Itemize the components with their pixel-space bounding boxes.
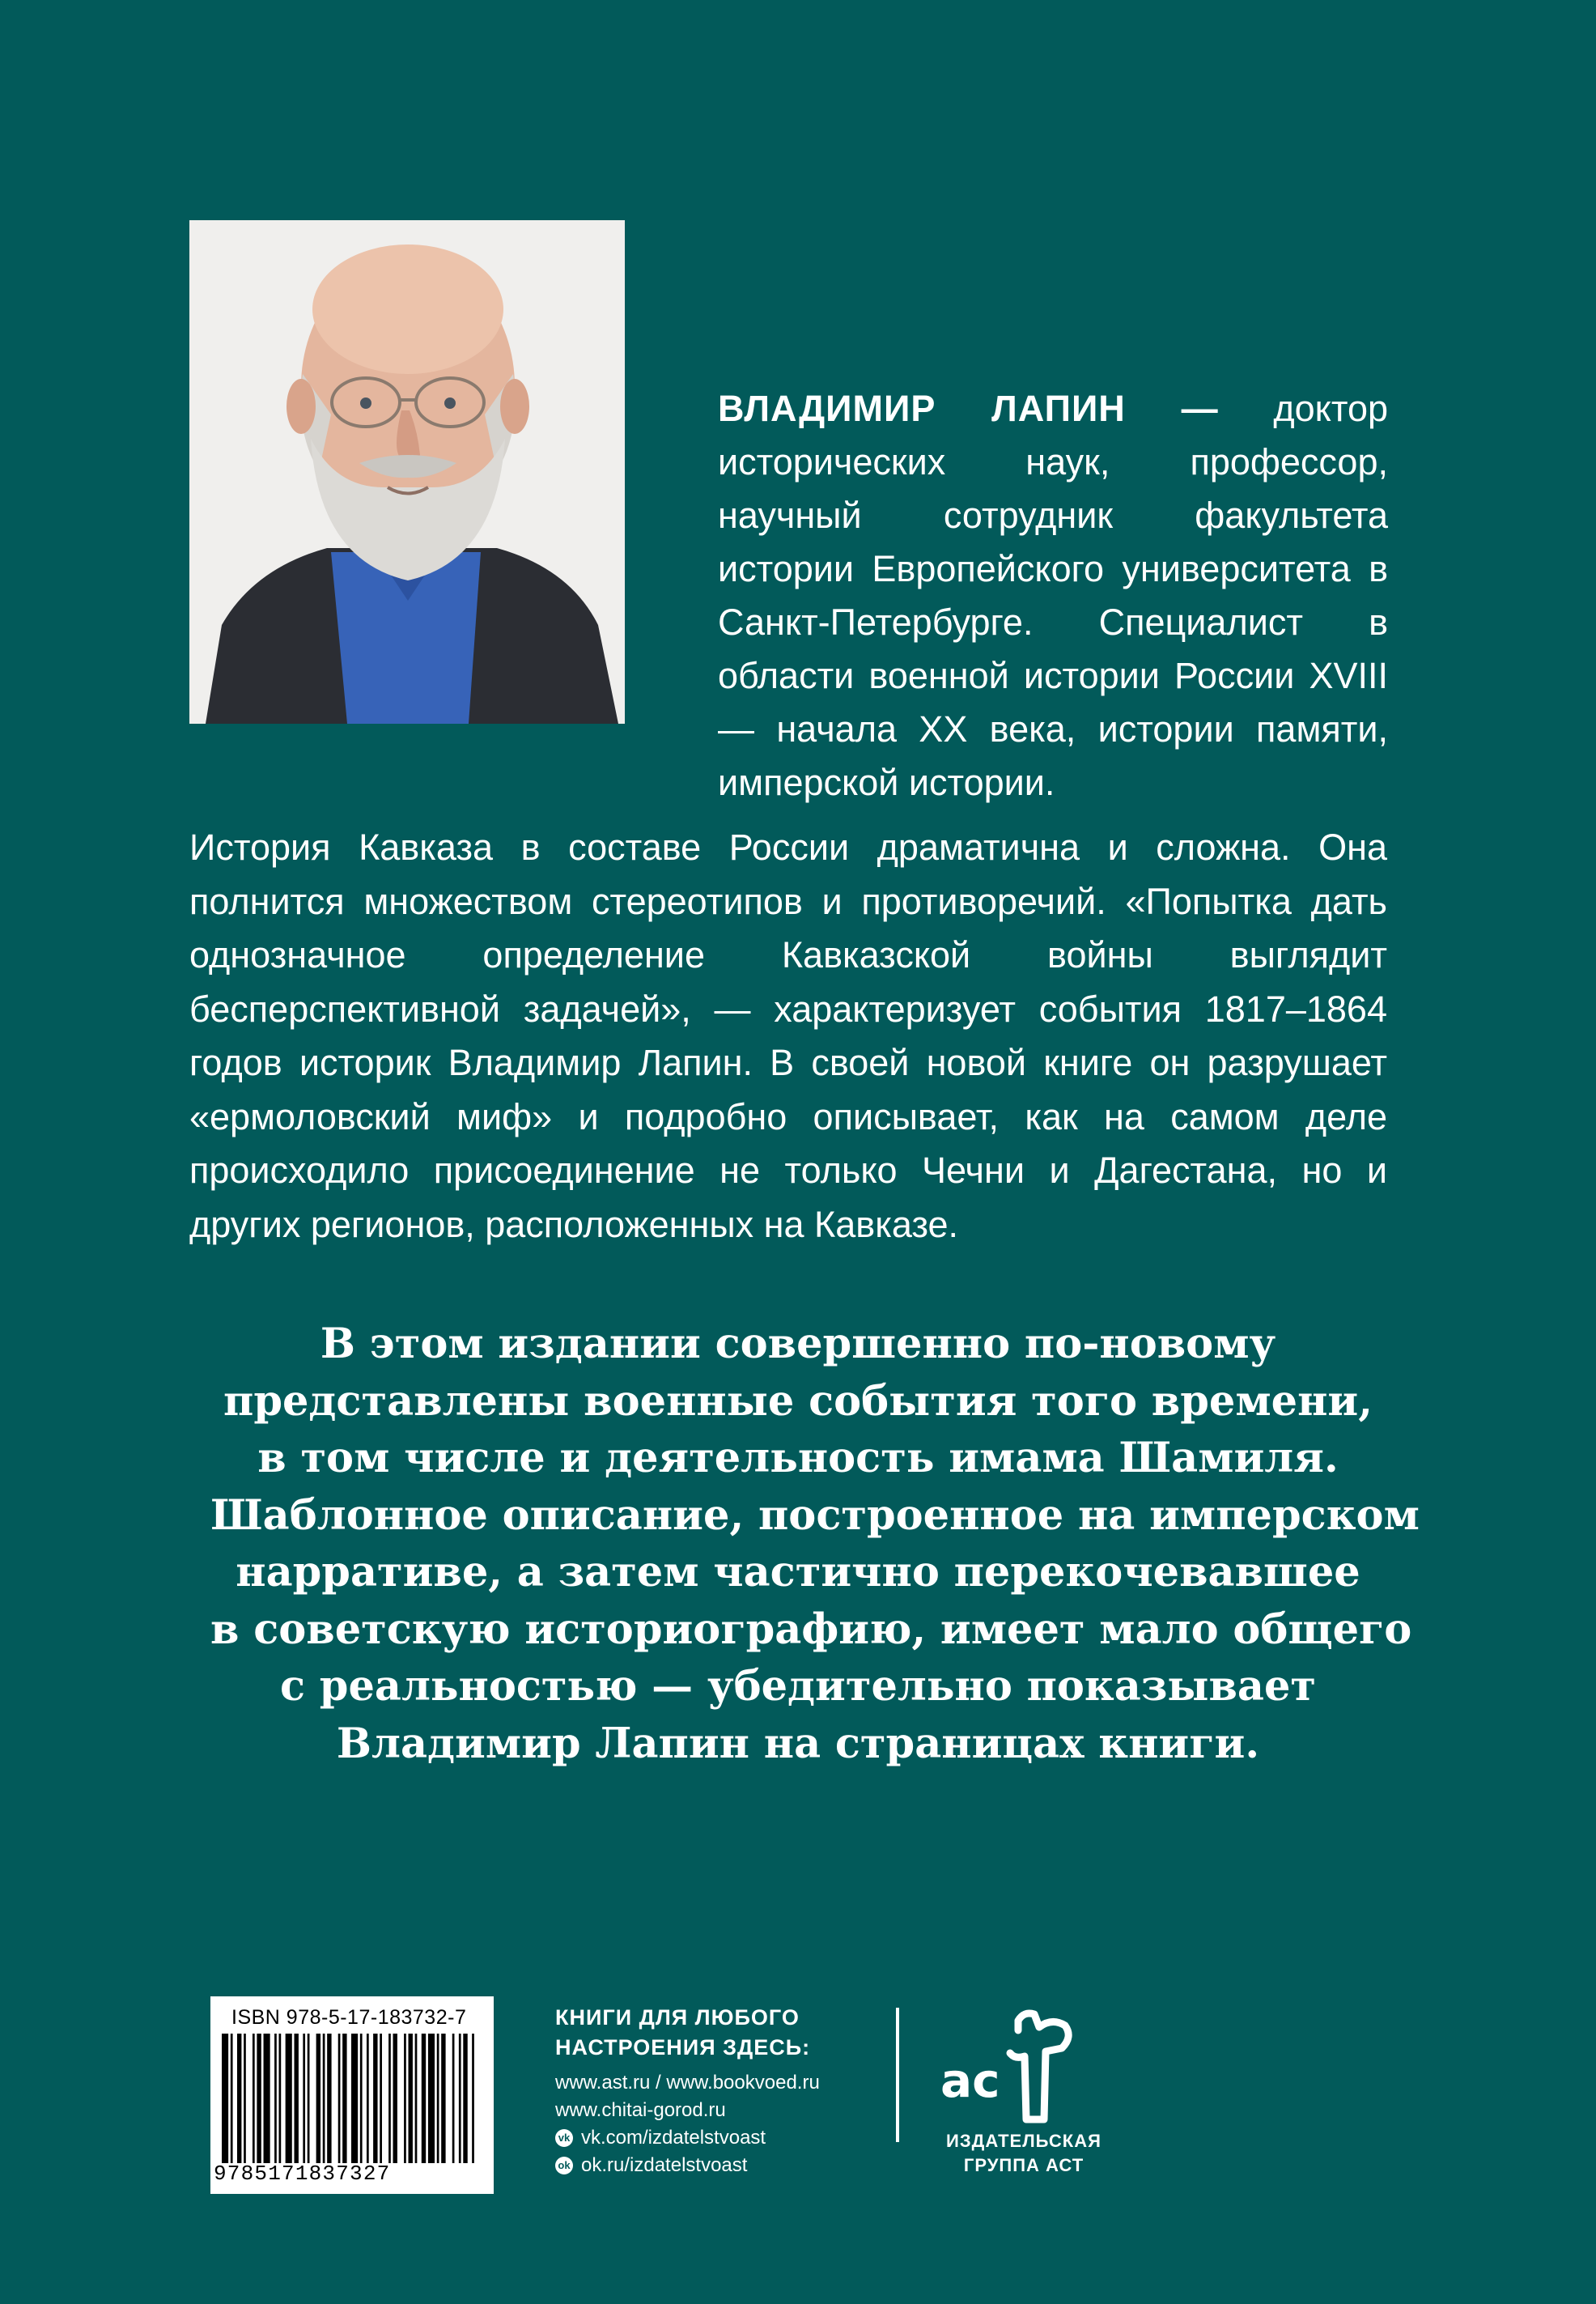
publisher-info [555,2003,879,2179]
vk-icon: vk [555,2129,573,2147]
barcode-number: 9785171837327 [214,2162,391,2186]
ast-logo-mark [931,2006,1117,2128]
logo-line1: ИЗДАТЕЛЬСКАЯ [946,2131,1101,2151]
ast-logo [931,2006,1117,2200]
link-vk[interactable] [555,2124,879,2152]
ok-text: ok.ru/izdatelstvoast [581,2154,748,2176]
vk-text: vk.com/izdatelstvoast [581,2127,766,2149]
author-photo [189,220,625,724]
info-heading-line2: НАСТРОЕНИЯ ЗДЕСЬ: [555,2035,811,2060]
quote-line: в том числе и деятельность имама Шамиля. [257,1434,1339,1482]
link-ast-bookvoed[interactable]: www.ast.ru / www.bookvoed.ru [555,2072,820,2094]
quote-line: в советскую историографию, имеет мало общего [210,1605,1412,1654]
link-chitai-gorod[interactable]: www.chitai-gorod.ru [555,2099,726,2121]
quote-line: В этом издании совершенно по-новому [320,1320,1276,1368]
quote-line: нарративе, а затем частично перекочевавшее [236,1548,1360,1596]
divider [896,2008,899,2142]
author-name: ВЛАДИМИР ЛАПИН — [718,388,1219,429]
quote-line: с реальностью — убедительно показывает [279,1662,1317,1711]
logo-line2: ГРУППА АСТ [963,2155,1085,2175]
book-annotation: История Кавказа в составе России драматична и сложна. Она полнится множеством стереотипов и противоречий. «Попытка дать однозначное определение Кавказской войны выглядит бесперспективной задачей», — характеризует события 1817–1864 годов историк Владимир Лапин. В своей новой книге он разрушает «ермоловский миф» и подробно описывает, как на самом деле происходило присоединение не только Чечни и Дагестана, но и других регионов, расположенных на Кавказе. [189,827,1387,1245]
barcode [210,1996,494,2194]
quote-line: Владимир Лапин на страницах книги. [336,1719,1260,1768]
ok-icon: ok [555,2157,573,2174]
info-heading-line1: КНИГИ ДЛЯ ЛЮБОГО [555,2005,800,2030]
quote-line: Шаблонное описание, построенное на имперском [210,1490,1420,1540]
highlight-quote [210,1316,1420,1772]
barcode-bars [222,2034,481,2163]
svg-text:ас: ас [940,2053,1000,2108]
isbn-label: ISBN 978-5-17-183732-7 [231,2006,467,2029]
author-bio [718,382,1388,810]
link-ok[interactable] [555,2152,879,2179]
quote-line: представлены военные события того времени, [223,1376,1373,1426]
author-bio-text: доктор исторических наук, профессор, научный сотрудник факультета истории Европейского университета в Санкт-Петербурге. Специалист в области военной истории России XVIII — начала XX века, истории памяти, имперской истории. [718,388,1388,803]
